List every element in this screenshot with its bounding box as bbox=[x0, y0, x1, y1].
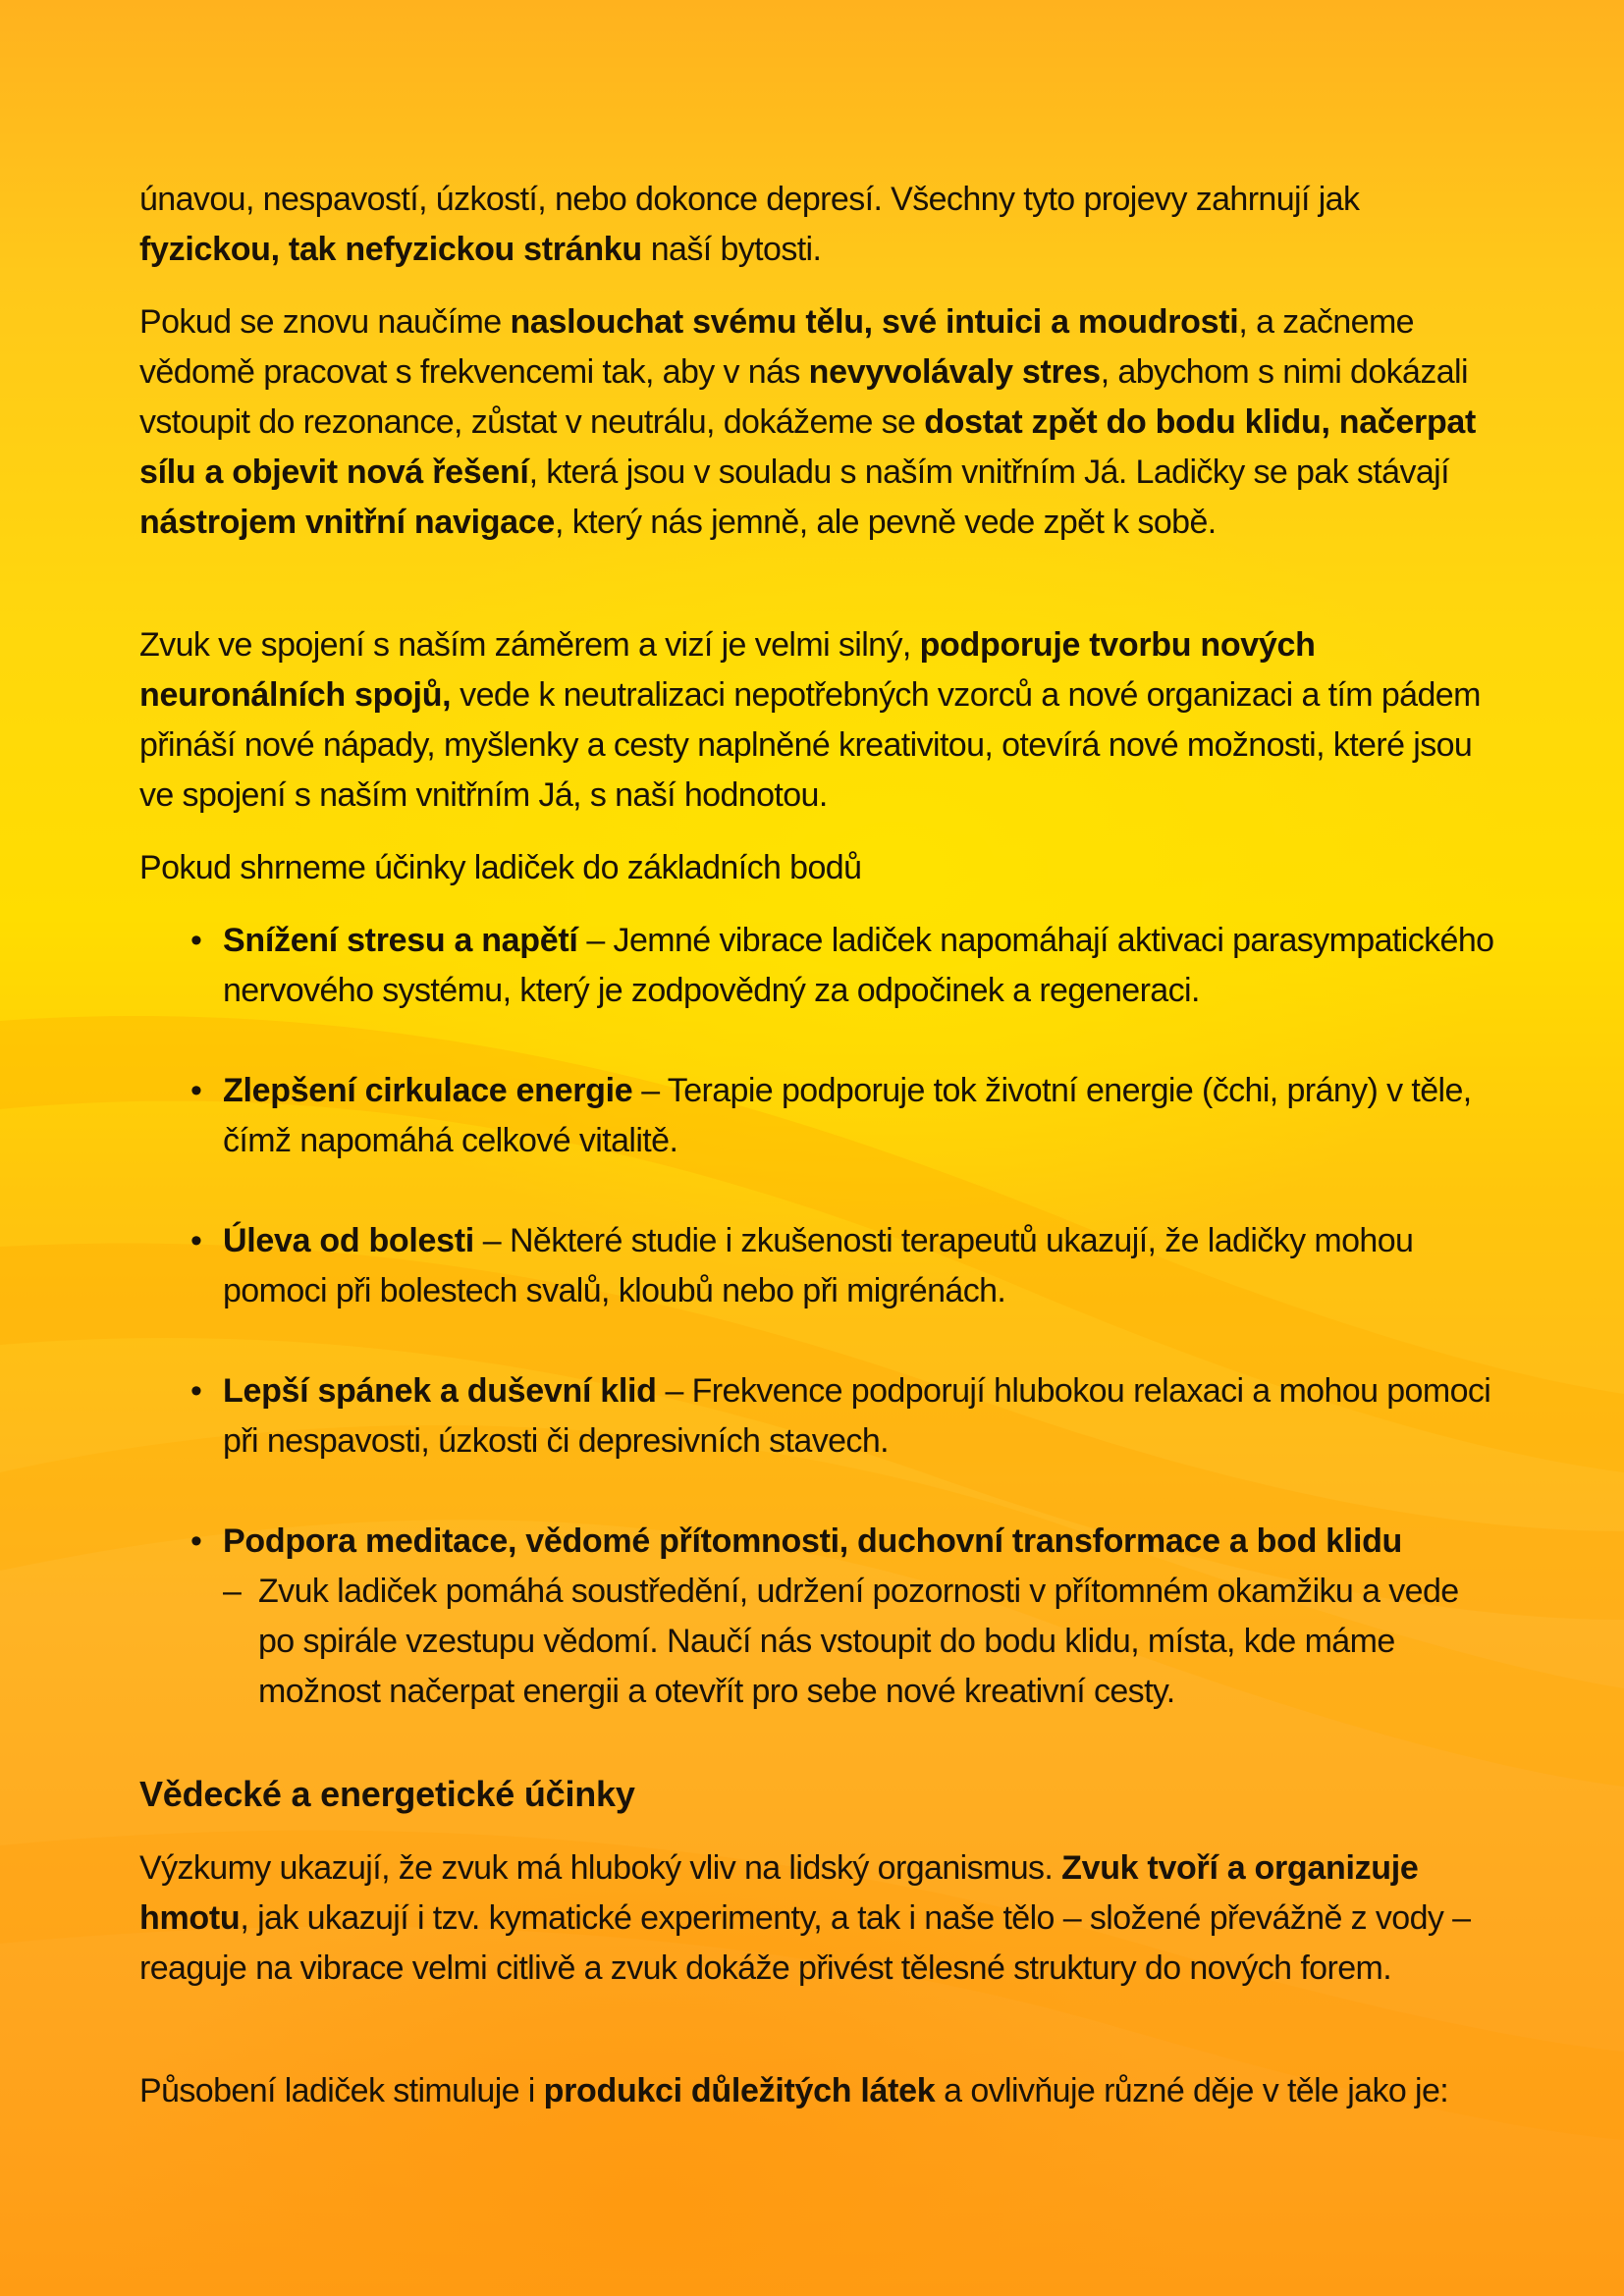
paragraph-intro: únavou, nespavostí, úzkostí, nebo dokonce depresí. Všechny tyto projevy zahrnují jak fyzickou, tak nefyzickou stránku naší bytosti. bbox=[139, 181, 1360, 268]
paragraph-listening: Pokud se znovu naučíme naslouchat svému tělu, své intuici a moudrosti, a začneme vědomě pracovat s frekvencemi tak, aby v nás nevyvolávaly stres, abychom s nimi dokázali vstoupit do rezonance, zůstat v neutrálu, dokážeme se dostat zpět do bodu klidu, načerpat sílu a objevit nová řešení, která jsou v souladu s naším vnitřním Já. Ladičky se pak stávají nástrojem vnitřní navigace, který nás jemně, ale pevně vede zpět k sobě. bbox=[139, 303, 1477, 541]
dash-icon: – bbox=[223, 1573, 242, 1610]
bullet-icon: • bbox=[190, 1072, 202, 1109]
sub-list-item: – Zvuk ladiček pomáhá soustředění, udržení pozornosti v přítomném okamžiku a vede po spirále vzestupu vědomí. Naučí nás vstoupit do bodu klidu, místa, kde máme možnost načerpat energii a otevřít pro sebe nové kreativní cesty. bbox=[223, 1567, 1494, 1717]
paragraph-summary-intro: Pokud shrneme účinky ladiček do základních bodů bbox=[139, 849, 862, 886]
section-heading: Vědecké a energetické účinky bbox=[139, 1774, 635, 1814]
paragraph-sound-intention: Zvuk ve spojení s naším záměrem a vizí je velmi silný, podporuje tvorbu nových neuronálních spojů, vede k neutralizaci nepotřebných vzorců a nové organizaci a tím pádem přináší nové nápady, myšlenky a cesty naplněné kreativitou, otevírá nové možnosti, které jsou ve spojení s naším vnitřním Já, s naší hodnotou. bbox=[139, 626, 1481, 814]
list-item: • Podpora meditace, vědomé přítomnosti, duchovní transformace a bod klidu – Zvuk ladiček pomáhá soustředění, udržení pozornosti v přítomném okamžiku a vede po spirále vzestupu vědomí. Naučí nás vstoupit do bodu klidu, místa, kde máme možnost načerpat energii a otevřít pro sebe nové kreativní cesty. bbox=[139, 1517, 1494, 1717]
bullet-icon: • bbox=[190, 1522, 202, 1560]
document-page bbox=[139, 175, 1494, 2116]
list-item: • Úleva od bolesti – Některé studie i zkušenosti terapeutů ukazují, že ladičky mohou pomoci při bolestech svalů, kloubů nebo při migrénách. bbox=[139, 1216, 1494, 1316]
bullet-icon: • bbox=[190, 1222, 202, 1259]
paragraph-research: Výzkumy ukazují, že zvuk má hluboký vliv na lidský organismus. Zvuk tvoří a organizuje hmotu, jak ukazují i tzv. kymatické experimenty, a tak i naše tělo – složené převážně z vody – reaguje na vibrace velmi citlivě a zvuk dokáže přivést tělesné struktury do nových forem. bbox=[139, 1849, 1471, 1987]
list-item: • Snížení stresu a napětí – Jemné vibrace ladiček napomáhají aktivaci parasympatického nervového systému, který je zodpovědný za odpočinek a regeneraci. bbox=[139, 916, 1494, 1016]
list-item: • Lepší spánek a duševní klid – Frekvence podporují hlubokou relaxaci a mohou pomoci při nespavosti, úzkosti či depresivních stavech. bbox=[139, 1366, 1494, 1467]
paragraph-substances: Působení ladiček stimuluje i produkci důležitých látek a ovlivňuje různé děje v těle jako je: bbox=[139, 2072, 1449, 2109]
bullet-icon: • bbox=[190, 922, 202, 959]
bullet-icon: • bbox=[190, 1372, 202, 1410]
list-item: • Zlepšení cirkulace energie – Terapie podporuje tok životní energie (čchi, prány) v těle, čímž napomáhá celkové vitalitě. bbox=[139, 1066, 1494, 1166]
effects-list bbox=[139, 916, 1494, 1717]
